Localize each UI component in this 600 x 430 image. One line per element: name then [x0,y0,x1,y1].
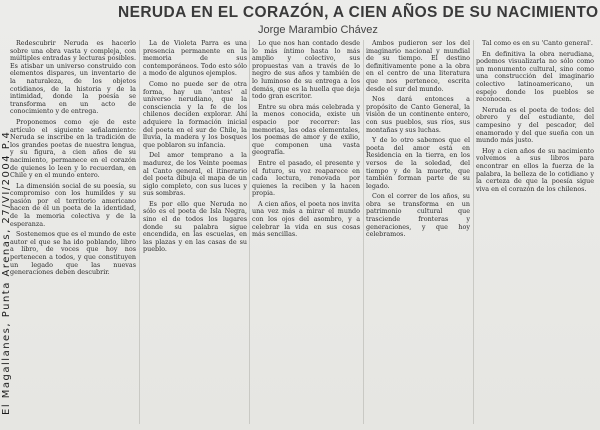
paragraph: Tal como es en su 'Canto general'. [482,40,593,47]
paragraph: Del amor temprano a la madurez, de los Veinte poemas al Canto general, el itinerario del poeta dibuja el mapa de un siglo completo, con sus luces y sus sombras. [143,151,247,198]
paragraph: Redescubrir Neruda es hacerlo sobre una obra vasta y compleja, con múltiples entradas y lecturas posibles. Es atisbar un universo construido con elementos dispares, un inventario de la naturaleza, de los objetos cotidianos, de la historia y de la intimidad, donde la poesía se transforma en un acto de conocimiento y de entrega. [10,40,136,116]
handwritten-source-note: El Magallanes, Punta Arenas, 27/VI/2004 P.4 [1,130,12,415]
article-column-1 [10,40,136,424]
paragraph: Hoy a cien años de su nacimiento volvemos a sus libros para encontrar en ellos la fuerza de la palabra, la belleza de lo cotidiano y la certeza de que la poesía sigue viva en el corazón de los chilenos. [476,146,594,193]
article-column-4 [366,40,470,424]
paragraph: Y de lo otro sabemos que el poeta del amor está en Residencia en la tierra, en los versos de la soledad, del tiempo y de la muerte, que también forman parte de su legado. [366,136,470,190]
paragraph: En definitiva la obra nerudiana, podemos visualizarla no sólo como un monumento cultural, sino como una construcción del imaginario colectivo latinoamericano, un espejo donde los pueblos se reconocen. [476,49,594,104]
article-column-2 [143,40,247,424]
paragraph: Entre el pasado, el presente y el futuro, su voz reaparece en cada lectura, renovada por quienes la reciben y la hacen propia. [252,158,360,198]
column-divider [363,40,364,424]
column-divider [249,40,250,424]
paragraph: Ambos pudieron ser los del imaginario nacional y mundial de su tiempo. El destino definitivamente pone a la obra en el centro de una literatura que nos pertenece, escrita desde el sur del mundo. [366,40,470,93]
paragraph: Entre su obra más celebrada y la menos conocida, existe un espacio por recorrer: las memorias, las odas elementales, los poemas de amor y de exilio, que componen una vasta geografía. [252,102,360,157]
paragraph: Proponemos como eje de este artículo el siguiente señalamiento: Neruda se inscribe en la tradición de los grandes poetas de nuestra lengua, y su figura, a cien años de su nacimiento, permanece en el corazón de quienes lo leen y lo recuerdan, en Chile y en el mundo entero. [10,117,136,180]
paragraph: Con el correr de los años, su obra se transforma en un patrimonio cultural que trasciende fronteras y generaciones, y que hoy celebramos. [366,192,470,239]
article-byline: Jorge Marambio Chávez [258,24,378,36]
paragraph: Como no puede ser de otra forma, hay un 'antes' al universo nerudiano, que la consciencia y la fe de los chilenos deciden explorar. Ahí adquiere la formación inicial del poeta en el sur de Chile, la lluvia, la madera y los bosques que poblaron su infancia. [143,79,247,149]
paragraph: Es por ello que Neruda no sólo es el poeta de Isla Negra, sino el de todos los lugares donde su palabra sigue encendida, en las escuelas, en las plazas y en las casas de su pueblo. [143,199,247,254]
column-divider [473,40,474,424]
article-column-5 [476,40,594,424]
article-column-3 [252,40,360,424]
paragraph: Neruda es el poeta de todos: del obrero y del estudiante, del campesino y del pescador, del enamorado y del que sueña con un mundo más justo. [476,105,594,145]
paragraph: Lo que nos han contado desde lo más íntimo hasta lo más amplio y colectivo, sus propuestas van a través de lo negro de sus años y también de lo luminoso de su entrega a los demás, que es la huella que deja todo gran escritor. [252,40,360,101]
paragraph: Nos dará entonces a propósito de Canto General, la visión de un continente entero, con sus pueblos, sus ríos, sus montañas y sus luchas. [366,95,470,134]
paragraph: Sostenemos que es el mundo de este autor el que se ha ido poblando, libro a libro, de voces que hoy nos pertenecen a todos, y que constituyen un legado que las nuevas generaciones deben descubrir. [10,230,136,277]
paragraph: A cien años, el poeta nos invita una vez más a mirar el mundo con los ojos del asombro, y a celebrar la vida en sus cosas más sencillas. [252,199,360,239]
article-headline: NERUDA EN EL CORAZÓN, A CIEN AÑOS DE SU NACIMIENTO [118,4,599,21]
paragraph: La dimensión social de su poesía, su compromiso con los humildes y su pasión por el territorio americano hacen de él un poeta de la identidad, de la memoria colectiva y de la esperanza. [10,181,136,228]
column-divider [139,40,140,424]
paragraph: La de Violeta Parra es una presencia permanente en la memoria de sus contemporáneos. Todo esto sólo a modo de algunos ejemplos. [143,40,247,78]
